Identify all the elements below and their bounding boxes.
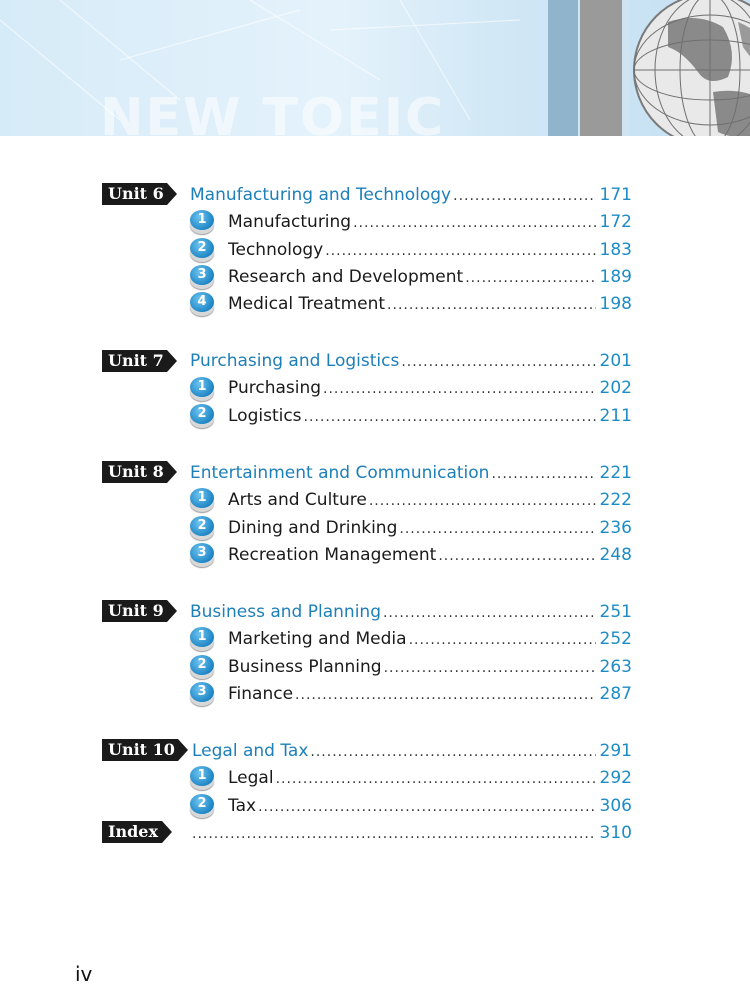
unit-entry[interactable] [190, 599, 632, 625]
leader-dots [465, 265, 595, 291]
lesson-title: Dining and Drinking [228, 518, 398, 538]
lesson-title: Marketing and Media [228, 629, 407, 649]
lesson-entry[interactable] [228, 542, 632, 568]
lesson-title: Recreation Management [228, 545, 437, 565]
page-number: 198 [599, 294, 632, 314]
leader-dots [295, 682, 596, 708]
number-1-icon: 1 [190, 627, 214, 651]
leader-dots [399, 516, 595, 542]
number-3-icon: 3 [190, 682, 214, 706]
unit-badge: Unit 7 [102, 350, 167, 372]
page-number: 310 [599, 823, 632, 843]
lesson-entry[interactable] [228, 515, 632, 541]
unit-entry[interactable] [190, 348, 632, 374]
unit-title: Purchasing and Logistics [190, 351, 400, 371]
page-number: 252 [599, 629, 632, 649]
watermark-text: NEW TOEIC [100, 88, 446, 136]
lesson-title: Business Planning [228, 657, 382, 677]
lesson-title: Technology [228, 240, 324, 260]
unit-title: Entertainment and Communication [190, 463, 490, 483]
page-number: 292 [599, 768, 632, 788]
page-number: 236 [599, 518, 632, 538]
lesson-entry[interactable] [228, 793, 632, 819]
number-1-icon: 1 [190, 210, 214, 234]
page-number: 183 [599, 240, 632, 260]
unit-badge: Unit 8 [102, 461, 167, 483]
leader-dots [384, 655, 596, 681]
lesson-title: Logistics [228, 406, 302, 426]
page-number: 172 [599, 212, 632, 232]
page-number: 202 [599, 378, 632, 398]
leader-dots [304, 404, 596, 430]
lesson-entry[interactable] [228, 681, 632, 707]
leader-dots [409, 627, 596, 653]
lesson-entry[interactable] [228, 654, 632, 680]
unit-badge: Unit 10 [102, 739, 178, 761]
page-number: 201 [599, 351, 632, 371]
page-number: 189 [599, 267, 632, 287]
number-2-icon: 2 [190, 794, 214, 818]
lesson-title: Legal [228, 768, 274, 788]
page-number: 291 [599, 741, 632, 761]
leader-dots [383, 600, 596, 626]
unit-title: Business and Planning [190, 602, 381, 622]
lesson-entry[interactable] [228, 291, 632, 317]
number-2-icon: 2 [190, 404, 214, 428]
page-number: 221 [599, 463, 632, 483]
number-2-icon: 2 [190, 655, 214, 679]
lesson-entry[interactable] [228, 626, 632, 652]
number-2-icon: 2 [190, 516, 214, 540]
number-1-icon: 1 [190, 766, 214, 790]
lesson-entry[interactable] [228, 209, 632, 235]
unit-badge: Unit 6 [102, 183, 167, 205]
number-3-icon: 3 [190, 543, 214, 567]
lesson-title: Arts and Culture [228, 490, 367, 510]
number-1-icon: 1 [190, 488, 214, 512]
banner-stripe [580, 0, 622, 136]
leader-dots [369, 488, 596, 514]
number-4-icon: 4 [190, 292, 214, 316]
lesson-entry[interactable] [228, 264, 632, 290]
lesson-title: Tax [228, 796, 257, 816]
unit-badge: Unit 9 [102, 600, 167, 622]
lesson-entry[interactable] [228, 487, 632, 513]
page-number: 248 [599, 545, 632, 565]
leader-dots [323, 376, 596, 402]
number-1-icon: 1 [190, 377, 214, 401]
header-banner [0, 0, 750, 136]
leader-dots [387, 292, 596, 318]
page-number: 287 [599, 684, 632, 704]
leader-dots [438, 543, 595, 569]
lesson-title: Manufacturing [228, 212, 352, 232]
page-number: 171 [599, 185, 632, 205]
leader-dots [353, 210, 595, 236]
leader-dots [325, 238, 595, 264]
unit-title: Legal and Tax [192, 741, 309, 761]
index-entry[interactable] [192, 820, 632, 846]
lesson-title: Purchasing [228, 378, 322, 398]
unit-title: Manufacturing and Technology [190, 185, 452, 205]
lesson-entry[interactable] [228, 403, 632, 429]
globe-icon [628, 0, 750, 136]
unit-entry[interactable] [190, 460, 632, 486]
page-number-footer: iv [75, 962, 93, 986]
unit-entry[interactable] [192, 738, 632, 764]
lesson-entry[interactable] [228, 765, 632, 791]
number-2-icon: 2 [190, 238, 214, 262]
page-number: 263 [599, 657, 632, 677]
lesson-title: Finance [228, 684, 294, 704]
lesson-entry[interactable] [228, 237, 632, 263]
lesson-entry[interactable] [228, 375, 632, 401]
leader-dots [491, 461, 595, 487]
leader-dots [401, 349, 595, 375]
number-3-icon: 3 [190, 265, 214, 289]
leader-dots [192, 821, 596, 847]
unit-entry[interactable] [190, 182, 632, 208]
page-number: 222 [599, 490, 632, 510]
page-number: 306 [599, 796, 632, 816]
leader-dots [310, 739, 595, 765]
leader-dots [453, 183, 595, 209]
leader-dots [276, 766, 596, 792]
banner-stripe [548, 0, 578, 136]
leader-dots [258, 794, 595, 820]
index-badge: Index [102, 821, 162, 843]
lesson-title: Research and Development [228, 267, 464, 287]
lesson-title: Medical Treatment [228, 294, 386, 314]
page-number: 211 [599, 406, 632, 426]
page-number: 251 [599, 602, 632, 622]
